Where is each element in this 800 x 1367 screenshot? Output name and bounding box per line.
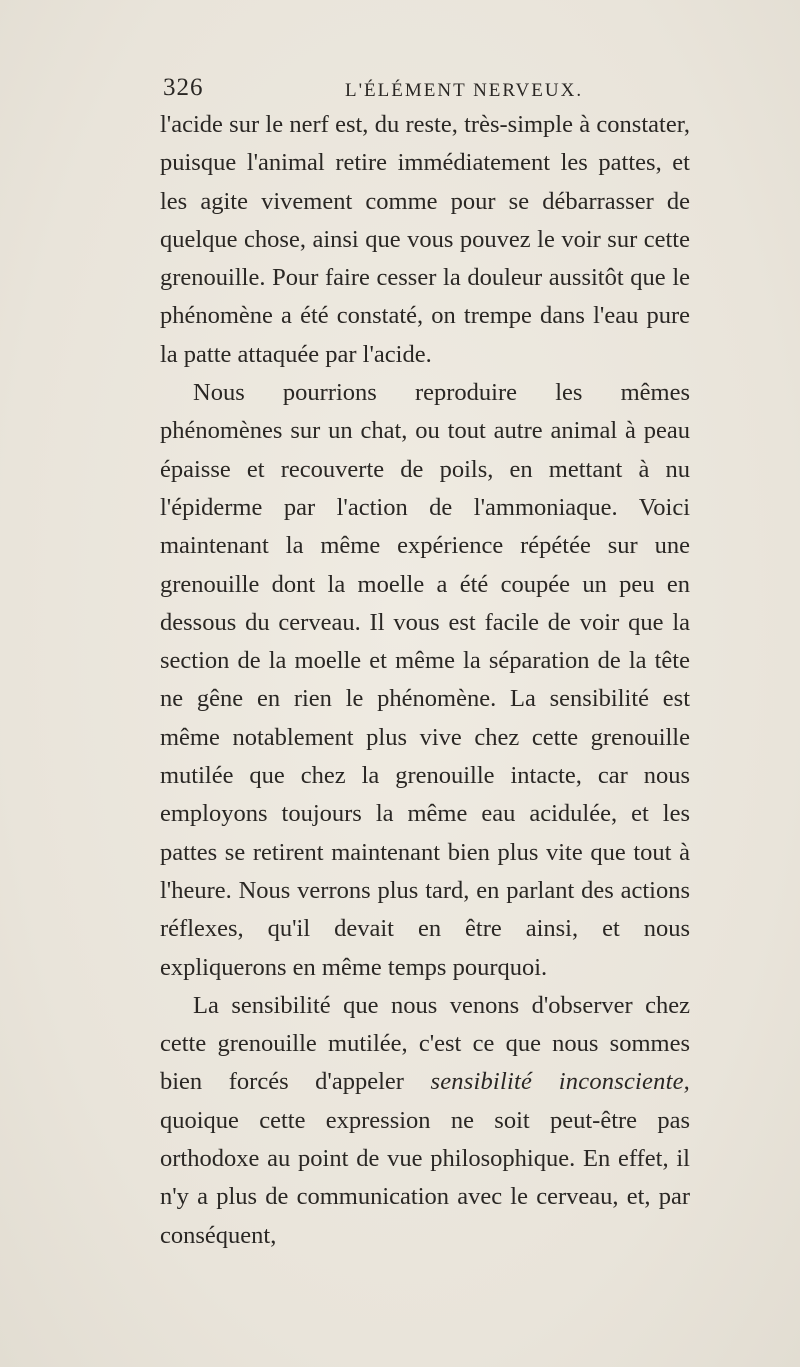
paragraph-2: Nous pourrions reproduire les mêmes phénomènes sur un chat, ou tout autre animal à peau épaisse et recouverte de poils, en mettant à nu l'épiderme par l'action de l'ammoniaque. Voici maintenant la même expérience répétée sur une grenouille dont la moelle a été coupée un peu en dessous du cerveau. Il vous est facile de voir que la section de la moelle et même la séparation de la tête ne gêne en rien le phénomène. La sensibilité est même notablement plus vive chez cette grenouille mutilée que chez la grenouille intacte, car nous employons toujours la même eau acidulée, et les pattes se retirent maintenant bien plus vite que tout à l'heure. Nous verrons plus tard, en parlant des actions réflexes, qu'il devait en être ainsi, et nous expliquerons en même temps pourquoi.	[160, 379, 690, 981]
paragraph-3-text-before: La sensibilité que nous venons d'observer chez cette grenouille mutilée, c'est ce que nous sommes bien forcés d'appeler	[160, 991, 690, 1096]
paragraph-1: l'acide sur le nerf est, du reste, très-simple à constater, puisque l'animal retire immédiatement les pattes, et les agite vivement comme pour se débarrasser de quelque chose, ainsi que vous pouvez le voir sur cette grenouille. Pour faire cesser la douleur aussitôt que le phénomène a été constaté, on trempe dans l'eau pure la patte attaquée par l'acide.	[160, 111, 690, 368]
page-number: 326	[163, 74, 204, 101]
emphasized-term: sensibilité inconsciente,	[430, 1068, 690, 1096]
page-header	[163, 74, 663, 110]
running-title: L'ÉLÉMENT NERVEUX.	[345, 80, 584, 101]
body-text	[160, 106, 690, 1255]
paragraph-3	[160, 987, 690, 1255]
paragraph-3-text-after: quoique cette expression ne soit peut-être pas orthodoxe au point de vue philosophique. En effet, il n'y a plus de communication avec le cerveau, et, par conséquent,	[160, 1106, 690, 1249]
